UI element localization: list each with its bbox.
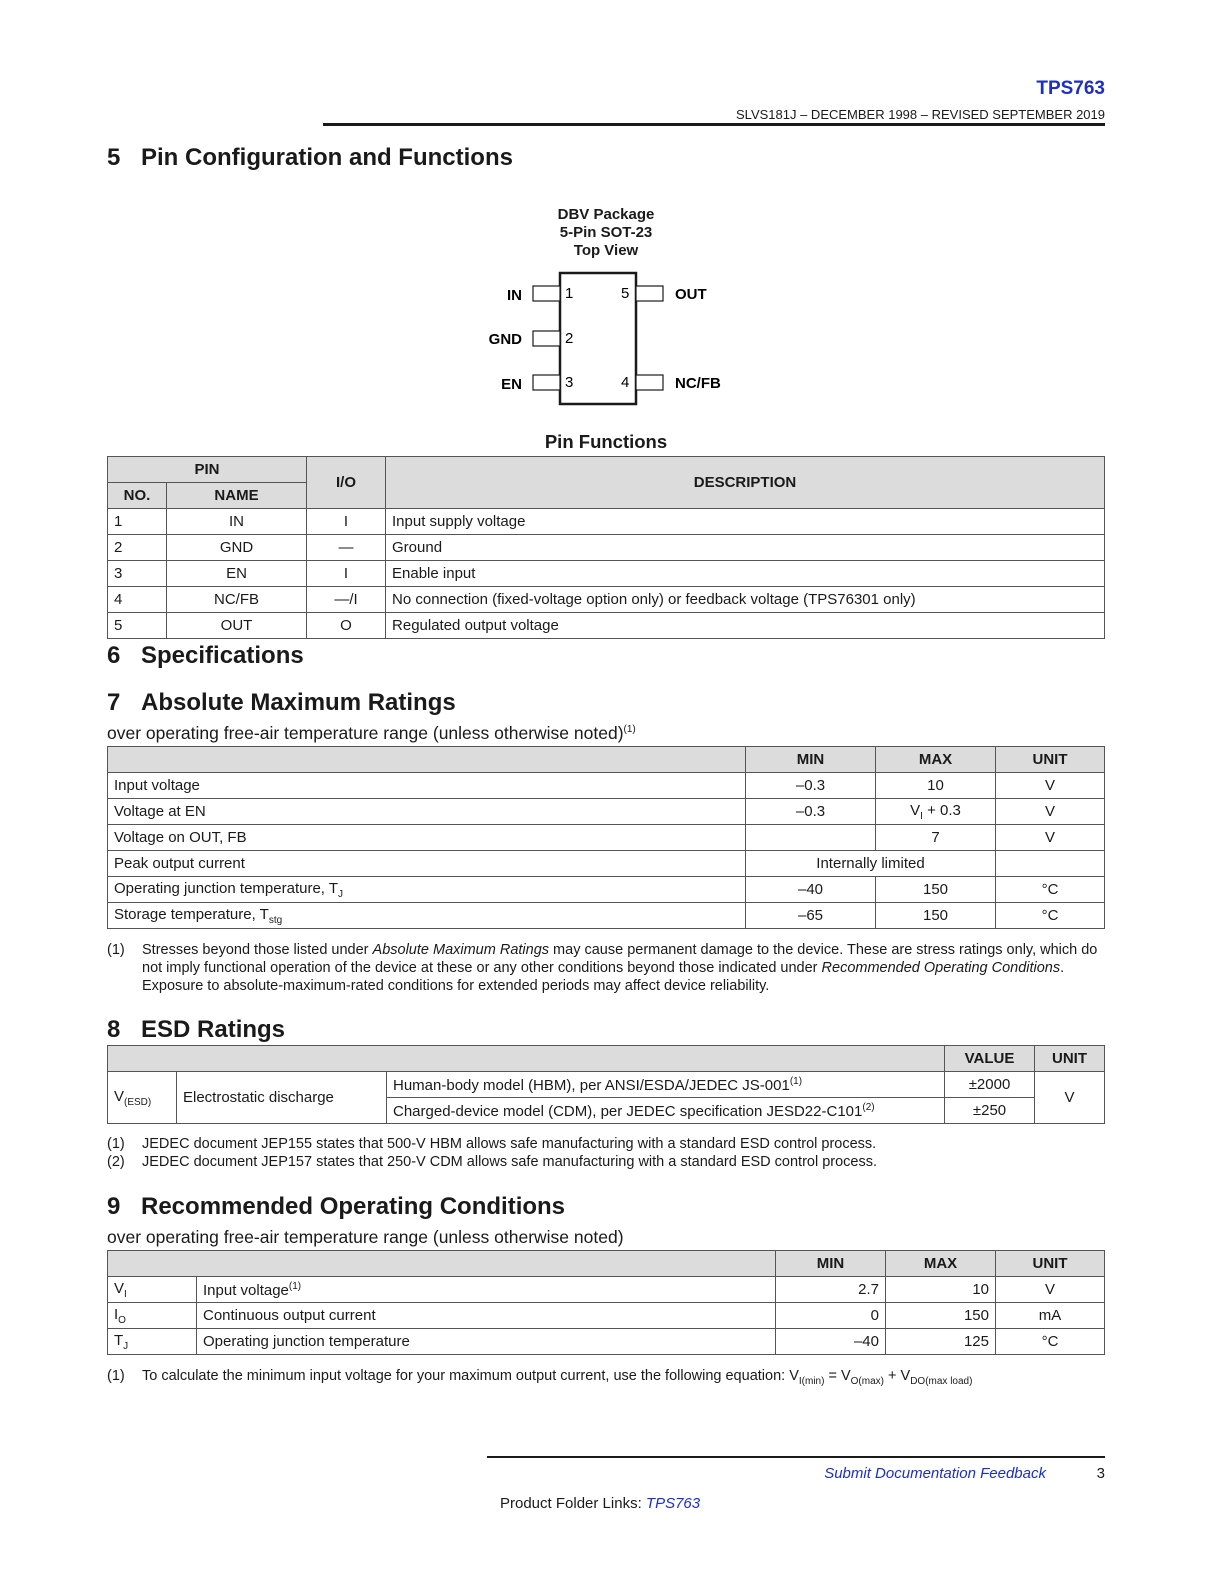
header-unit: UNIT bbox=[1035, 1046, 1105, 1072]
abs-max-subtitle: over operating free-air temperature range (unless otherwise noted)$^{(1)}$ bbox=[107, 723, 636, 743]
table-row: Storage temperature, $T_{stg}$ –65 150 °C bbox=[108, 903, 1105, 929]
page-number: 3 bbox=[1096, 1465, 1105, 1482]
header-rule bbox=[323, 123, 1105, 126]
table-row: $T_J$ Operating junction temperature –40 125 °C bbox=[108, 1329, 1105, 1355]
header-io: I/O bbox=[307, 457, 386, 509]
section-8-heading: 8 ESD Ratings bbox=[107, 1016, 286, 1043]
section-5-heading: 5 Pin Configuration and Functions bbox=[107, 144, 513, 171]
pin-num-5: 5 bbox=[621, 285, 630, 302]
part-number: TPS763 bbox=[1036, 78, 1105, 99]
esd-footnotes: (1) JEDEC document JEP155 states that 500-V HBM allows safe manufacturing with a standard ESD control process. (2) JEDEC document JEP157 states that 250-V CDM allows safe manufacturing with a standard ESD control process. bbox=[107, 1136, 878, 1170]
header-value: VALUE bbox=[945, 1046, 1035, 1072]
product-folder-links: Product Folder Links: TPS763 bbox=[500, 1495, 701, 1512]
pin-label-out: OUT bbox=[675, 286, 707, 303]
table-row: Voltage on OUT, FB 7 V bbox=[108, 825, 1105, 851]
table-row: Voltage at EN –0.3 $V_I + 0.3$ V bbox=[108, 799, 1105, 825]
roc-subtitle: over operating free-air temperature range (unless otherwise noted) bbox=[107, 1227, 624, 1247]
document-id: SLVS181J – DECEMBER 1998 – REVISED SEPTEMBER 2019 bbox=[736, 107, 1105, 122]
header-unit: UNIT bbox=[996, 747, 1105, 773]
header-max: MAX bbox=[886, 1251, 996, 1277]
pin-num-2: 2 bbox=[565, 330, 574, 347]
table-row: 2 GND — Ground bbox=[108, 535, 1105, 561]
table-row: 3 EN I Enable input bbox=[108, 561, 1105, 587]
header-no: NO. bbox=[108, 483, 167, 509]
table-row: $V_I$ Input voltage$^{(1)}$ 2.7 10 V bbox=[108, 1277, 1105, 1303]
abs-max-table bbox=[107, 746, 1105, 929]
footer-rule bbox=[487, 1456, 1105, 1458]
submit-feedback-link[interactable]: Submit Documentation Feedback bbox=[824, 1465, 1046, 1482]
product-folder-link[interactable]: TPS763 bbox=[645, 1495, 701, 1512]
pin-label-en: EN bbox=[501, 376, 522, 393]
header-pin: PIN bbox=[108, 457, 307, 483]
table-row: Peak output current Internally limited bbox=[108, 851, 1105, 877]
table-row: Input voltage –0.3 10 V bbox=[108, 773, 1105, 799]
package-caption: DBV Package 5-Pin SOT-23 Top View bbox=[557, 206, 655, 259]
pinout-diagram bbox=[470, 265, 760, 415]
table-row: 5 OUT O Regulated output voltage bbox=[108, 613, 1105, 639]
table-row: $I_O$ Continuous output current 0 150 mA bbox=[108, 1303, 1105, 1329]
pin-num-1: 1 bbox=[565, 285, 574, 302]
pin-label-ncfb: NC/FB bbox=[675, 375, 721, 392]
header-min: MIN bbox=[746, 747, 876, 773]
pin-functions-caption: Pin Functions bbox=[544, 431, 668, 452]
section-6-heading: 6 Specifications bbox=[107, 642, 304, 669]
table-row: 4 NC/FB —/I No connection (fixed-voltage option only) or feedback voltage (TPS76301 only) bbox=[108, 587, 1105, 613]
table-row: Charged-device model (CDM), per JEDEC specification JESD22-C101$^{(2)}$ ±250 bbox=[108, 1098, 1105, 1124]
table-row: 1 IN I Input supply voltage bbox=[108, 509, 1105, 535]
section-7-heading: 7 Absolute Maximum Ratings bbox=[107, 689, 456, 716]
table-row: Operating junction temperature, $T_J$ –40 150 °C bbox=[108, 877, 1105, 903]
pin-label-in: IN bbox=[507, 287, 522, 304]
pin-num-4: 4 bbox=[621, 374, 630, 391]
pin-label-gnd: GND bbox=[488, 331, 522, 348]
header-min: MIN bbox=[776, 1251, 886, 1277]
roc-footnote: (1) To calculate the minimum input voltage for your maximum output current, use the following equation: $V_{I(min)} = V_{O(max)} + V_{DO(max load)}$ bbox=[107, 1368, 973, 1387]
section-9-heading: 9 Recommended Operating Conditions bbox=[107, 1193, 566, 1220]
header-name: NAME bbox=[167, 483, 307, 509]
pin-num-3: 3 bbox=[565, 374, 574, 391]
abs-max-footnote: (1) Stresses beyond those listed under Absolute Maximum Ratings may cause permanent damage to the device. These are stress ratings only, which do not imply functional operation of the device at these or any other conditions beyond those indicated under Recommended Operating Conditions. Exposure to absolute-maximum-rated conditions for extended periods may affect device reliability. bbox=[107, 942, 1098, 994]
roc-table bbox=[107, 1250, 1105, 1355]
pin-functions-table bbox=[107, 456, 1105, 639]
header-max: MAX bbox=[876, 747, 996, 773]
header-description: DESCRIPTION bbox=[386, 457, 1105, 509]
header-unit: UNIT bbox=[996, 1251, 1105, 1277]
esd-table bbox=[107, 1045, 1105, 1124]
table-row: $V_{(ESD)}$ Electrostatic discharge Human-body model (HBM), per ANSI/ESDA/JEDEC JS-001$^{(1)}$ ±2000 V bbox=[108, 1072, 1105, 1098]
